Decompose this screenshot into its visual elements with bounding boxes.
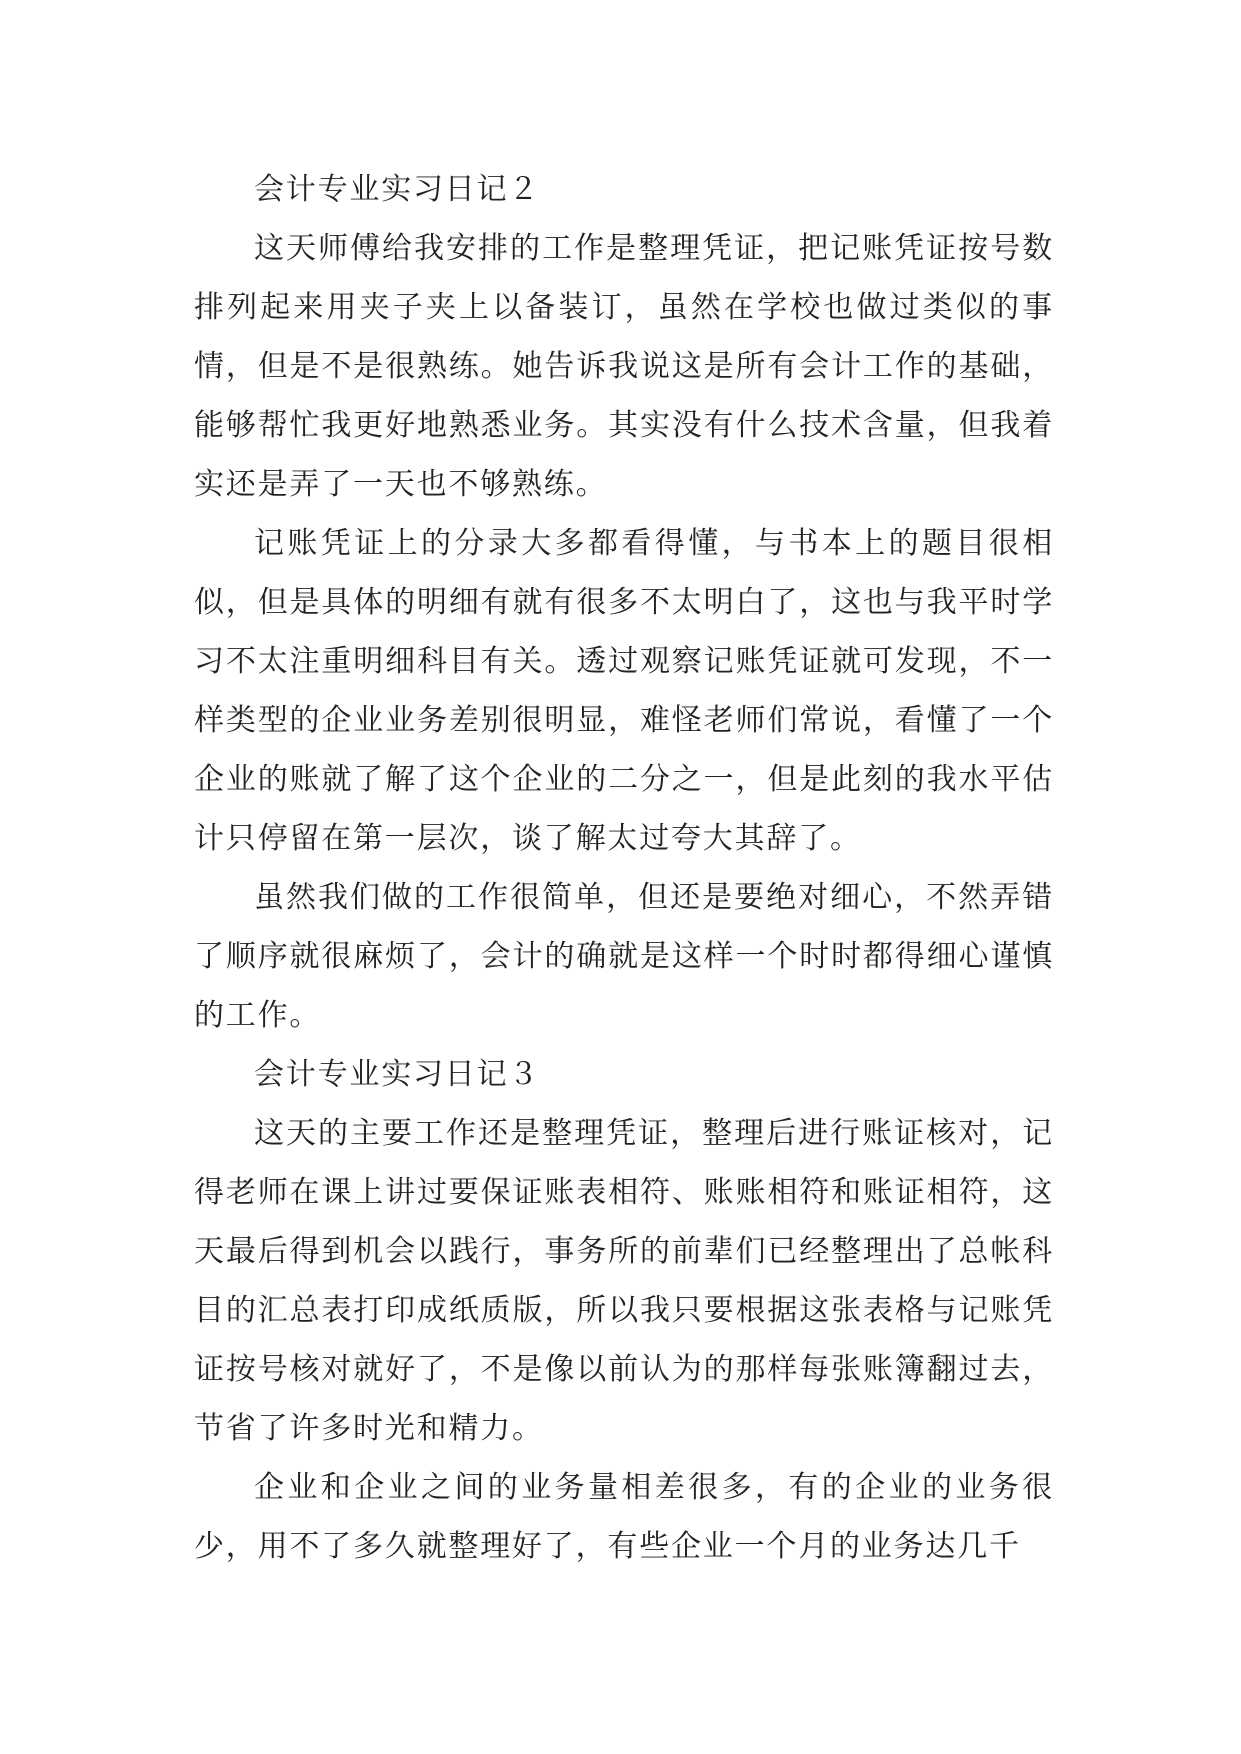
diary-paragraph: 这天师傅给我安排的工作是整理凭证，把记账凭证按号数排列起来用夹子夹上以备装订，虽然在学校也做过类似的事情，但是不是很熟练。她告诉我说这是所有会计工作的基础，能够帮忙我更好地熟悉业务。其实没有什么技术含量，但我着实还是弄了一天也不够熟练。 xyxy=(194,231,1054,502)
diary-heading-3: 会计专业实习日记３ xyxy=(254,1057,541,1092)
diary-paragraph: 企业和企业之间的业务量相差很多，有的企业的业务很少，用不了多久就整理好了，有些企业一个月的业务达几千 xyxy=(194,1470,1054,1564)
diary-paragraph: 记账凭证上的分录大多都看得懂，与书本上的题目很相似，但是具体的明细有就有很多不太明白了，这也与我平时学习不太注重明细科目有关。透过观察记账凭证就可发现，不一样类型的企业业务差别很明显，难怪老师们常说，看懂了一个企业的账就了解了这个企业的二分之一，但是此刻的我水平估计只停留在第一层次，谈了解太过夸大其辞了。 xyxy=(194,526,1054,856)
diary-heading-2: 会计专业实习日记２ xyxy=(254,172,541,207)
document-body xyxy=(194,160,1054,1576)
diary-paragraph: 这天的主要工作还是整理凭证，整理后进行账证核对，记得老师在课上讲过要保证账表相符、账账相符和账证相符，这天最后得到机会以践行，事务所的前辈们已经整理出了总帐科目的汇总表打印成纸质版，所以我只要根据这张表格与记账凭证按号核对就好了，不是像以前认为的那样每张账簿翻过去，节省了许多时光和精力。 xyxy=(194,1116,1054,1446)
diary-paragraph: 虽然我们做的工作很简单，但还是要绝对细心，不然弄错了顺序就很麻烦了，会计的确就是这样一个时时都得细心谨慎的工作。 xyxy=(194,880,1054,1033)
